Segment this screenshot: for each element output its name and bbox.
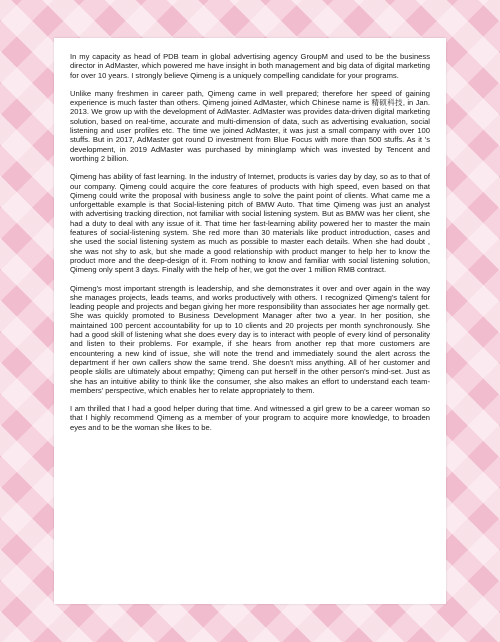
letter-body — [70, 52, 430, 441]
paragraph-recommendation: I am thrilled that I had a good helper during that time. And witnessed a girl grew to be a career woman so that I highly recommend Qimeng as a member of your program to acquire more knowledge, to broaden eyes and to be the woman she likes to be. — [70, 404, 430, 432]
paragraph-fast-learning: Qimeng has ability of fast learning. In the industry of Internet, products is varies day by day, so as to that of our company. Qimeng could acquire the core features of products with high speed, even based on that Qimeng could write the proposal with business angle to solve the paint point of clients. What came me a unforgettable example is that Social-listening pitch of BMW Auto. That time Qimeng was just an analyst with advertising tracking direction, not familiar with social listening system. But as BMW was her client, she had a duty to deal with any issue of it. That time her fast-learning ability powered her to master the main features of social-listening system. She red more than 30 materials like product introduction, cases and she used the social listening system as much as possible to master each details. When she had doubt , she was not shy to ask, but she made a good relationship with product manger to help her to know the product more and the deep-design of it. From nothing to know and familiar with social listening solution, Qimeng only spent 3 days. Finally with the help of her, we got the over 1 million RMB contract. — [70, 172, 430, 275]
letter-page — [54, 38, 446, 604]
paragraph-leadership: Qimeng's most important strength is leadership, and she demonstrates it over and over again in the way she manages projects, leads teams, and works productively with others. I recognized Qimeng's talent for leading people and projects and began giving her more responsibility than associates her age normally get. She was quickly promoted to Business Development Manager after two a year. In her position, she maintained 100 percent accountability for up to 10 clients and 20 projects per month synchronously. She had a good skill of listening what she does every day is to interact with people of every kind of personality and listen to their problems. For example, if she hears from another rep that more customers are encountering a new kind of issue, she will note the trend and immediately sound the alert across the department if her own callers show the same trend. She doesn't miss anything. All of her customer and people skills are ultimately about empathy; Qimeng can put herself in the other person's mind-set. Just as she has an intuitive ability to think like the consumer, she also makes an effort to understand each team-members' perspective, which enables her to relate appropriately to them. — [70, 283, 430, 395]
paragraph-introduction: In my capacity as head of PDB team in global advertising agency GroupM and used to be the business director in AdMaster, which powered me have insight in both management and big data of digital marketing for over 10 years. I strongly believe Qimeng is a uniquely compelling candidate for your programs. — [70, 52, 430, 80]
paragraph-admaster-history: Unlike many freshmen in career path, Qimeng came in well prepared; therefore her speed of gaining experience is much faster than others. Qimeng joined AdMaster, which Chinese name is 精硕科技, in Jan. 2013. We grow up with the development of AdMaster. AdMaster was provides data-driven digital marketing solution, based on real-time, accurate and multi-dimension of data, such as advertising evaluation, social listening and user profiles etc. The time we joined AdMaster, it was just a small company with over 100 stuffs. But in 2017, AdMaster got round D investment from Blue Focus with more than 500 stuffs. As it 's development, in 2019 AdMaster was purchased by mininglamp which was invested by Tencent and worthing 2 billion. — [70, 88, 430, 163]
